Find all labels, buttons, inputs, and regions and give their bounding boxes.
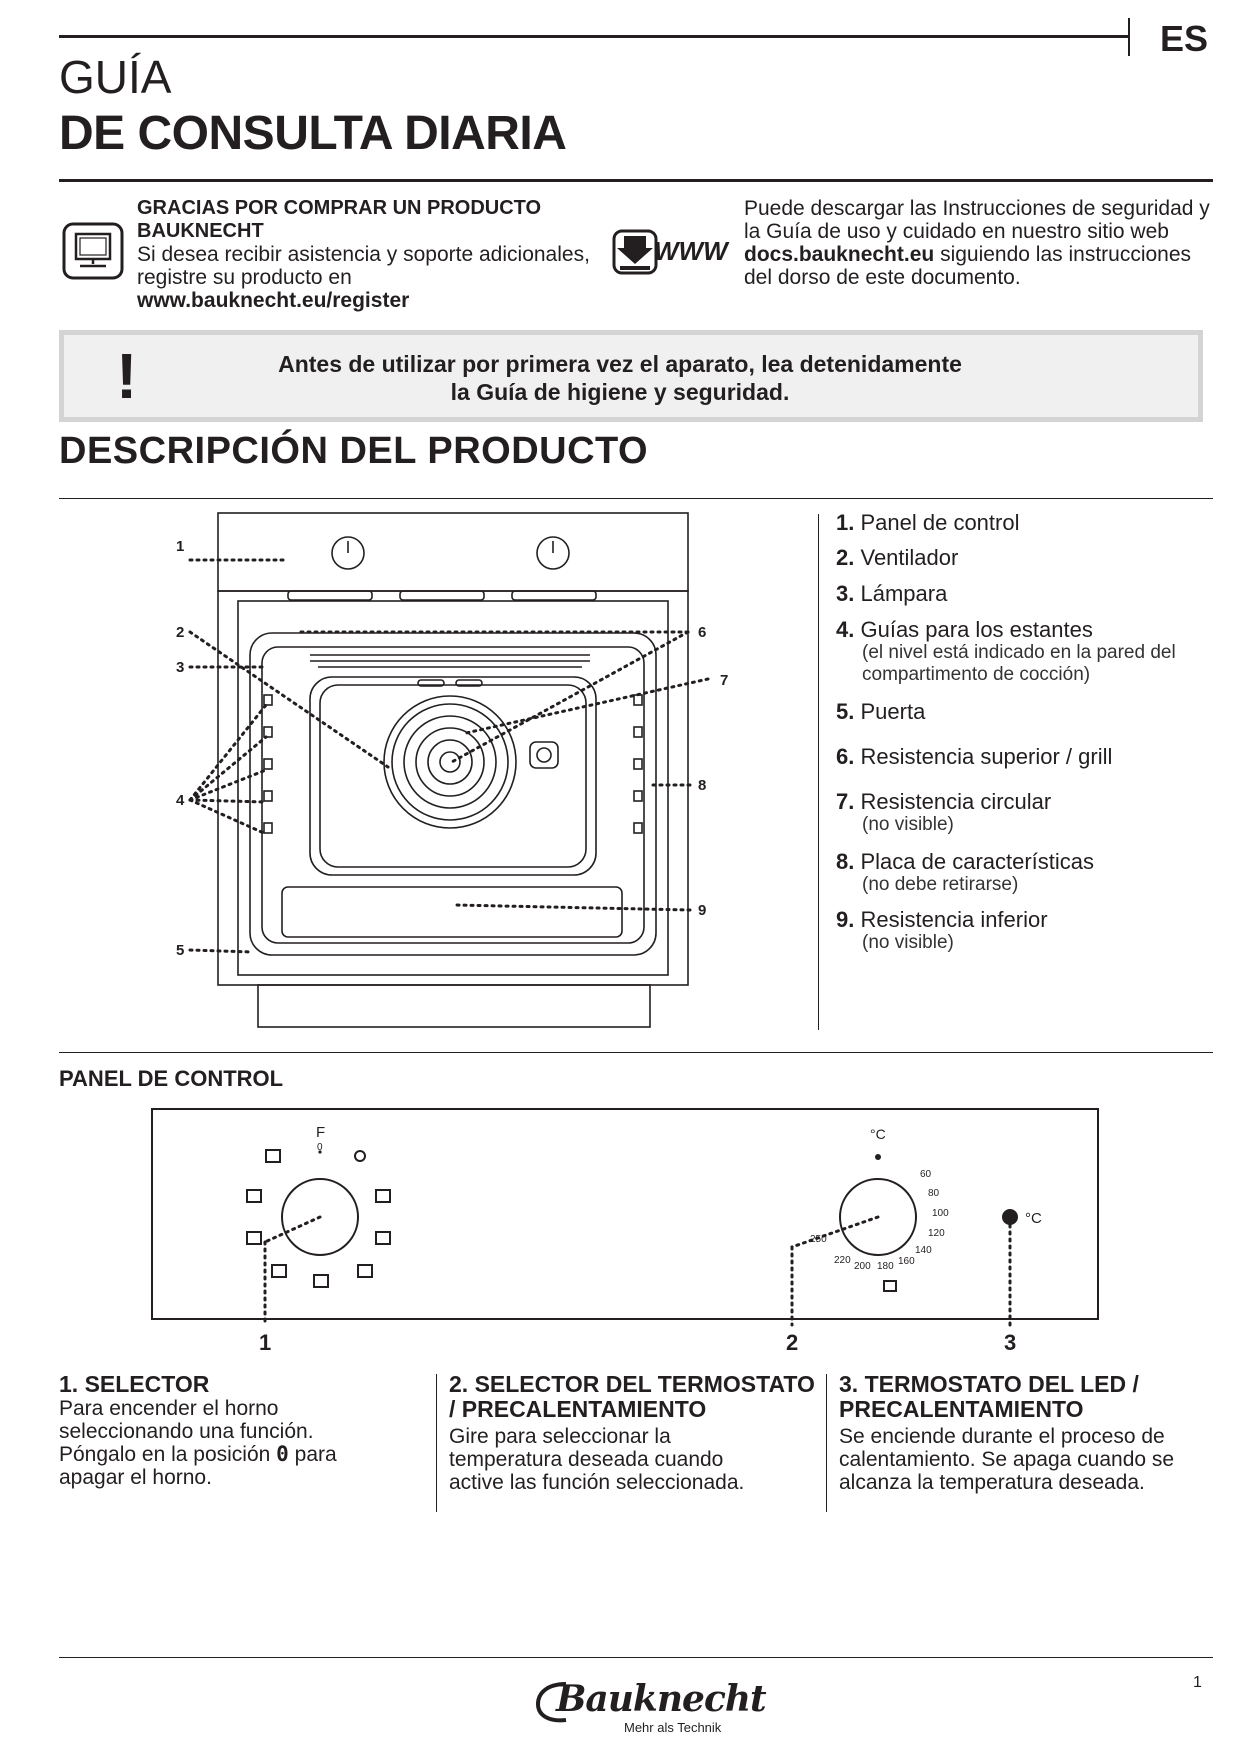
control-panel-diagram <box>150 1107 1100 1362</box>
control-panel-svg <box>150 1107 1100 1357</box>
safety-warning-text <box>240 350 1000 406</box>
safety-warning-line1: Antes de utilizar por primera vez el aparato, lea detenidamente <box>278 351 962 377</box>
led-indicator <box>1002 1209 1018 1225</box>
safety-warning-line2: la Guía de higiene y seguridad. <box>450 379 790 405</box>
exclamation-icon: ! <box>116 340 138 412</box>
legend-item: 5. Puerta <box>836 699 926 724</box>
led-heading: 3. TERMOSTATO DEL LED / PRECALENTAMIENTO <box>839 1371 1139 1422</box>
top-rule <box>59 35 1129 38</box>
register-link[interactable]: www.bauknecht.eu/register <box>137 289 410 312</box>
brand-logo: Bauknecht <box>556 1678 766 1720</box>
legend-item: 2. Ventilador <box>836 545 959 570</box>
temp-120: 120 <box>928 1228 945 1239</box>
temp-220: 220 <box>834 1255 851 1266</box>
legend-item: 1. Panel de control <box>836 510 1020 535</box>
temp-100: 100 <box>932 1208 949 1219</box>
page-number: 1 <box>1193 1674 1202 1691</box>
footer-rule <box>59 1657 1213 1658</box>
callout-5: 5 <box>176 942 185 959</box>
callout-4: 4 <box>176 792 185 809</box>
callout-1: 1 <box>176 538 185 555</box>
selector-body: Para encender el horno seleccionando una función. Póngalo en la posición 0 para apagar el horno. <box>59 1397 337 1489</box>
temp-80: 80 <box>928 1188 940 1199</box>
temp-200: 200 <box>854 1261 871 1272</box>
intro-download-pre: Puede descargar las Instrucciones de seguridad y la Guía de uso y cuidado en nuestro sitio web <box>744 197 1210 243</box>
callout-6: 6 <box>698 624 707 641</box>
computer-monitor-icon <box>62 222 124 285</box>
intro-download <box>744 197 1214 289</box>
intro-register-heading: GRACIAS POR COMPRAR UN PRODUCTO BAUKNECHT <box>137 197 542 242</box>
docs-link[interactable]: docs.bauknecht.eu <box>744 243 935 266</box>
callout-7: 7 <box>720 672 729 689</box>
thermostat-heading: 2. SELECTOR DEL TERMOSTATO / PRECALENTAMIENTO <box>449 1371 815 1422</box>
legend-item: 6. Resistencia superior / grill <box>836 744 1113 769</box>
thermostat-section <box>449 1372 819 1494</box>
brand-tagline: Mehr als Technik <box>624 1720 722 1735</box>
selector-heading: 1. SELECTOR <box>59 1371 210 1397</box>
page-title-line2: DE CONSULTA DIARIA <box>59 107 567 160</box>
control-panel-rule <box>59 1052 1213 1053</box>
intro-register-body: Si desea recibir asistencia y soporte adicionales, registre su producto en <box>137 243 590 289</box>
oven-diagram-svg <box>170 505 750 1035</box>
thermostat-body: Gire para seleccionar la temperatura deseada cuando active las función seleccionada. <box>449 1425 745 1494</box>
column-divider-2 <box>826 1374 827 1512</box>
column-divider-1 <box>436 1374 437 1512</box>
intro-register <box>137 197 597 312</box>
oven-diagram <box>170 505 750 1040</box>
callout-8: 8 <box>698 777 707 794</box>
legend-divider <box>818 514 819 1030</box>
thermostat-unit: °C <box>870 1126 886 1142</box>
legend-item: 4. Guías para los estantes (el nivel está indicado en la pared del compartimento de cocción) <box>836 617 1176 685</box>
temp-140: 140 <box>915 1245 932 1256</box>
panel-callout-1: 1 <box>259 1330 272 1355</box>
selector-zero-mark: 0 <box>317 1142 323 1153</box>
selector-section <box>59 1372 389 1489</box>
led-unit-label: °C <box>1025 1210 1042 1227</box>
led-body: Se enciende durante el proceso de calentamiento. Se apaga cuando se alcanza la temperatura deseada. <box>839 1425 1175 1494</box>
legend-item: 7. Resistencia circular (no visible) <box>836 789 1052 835</box>
top-rule-tick <box>1128 18 1130 56</box>
panel-callout-2: 2 <box>786 1330 799 1355</box>
temp-180: 180 <box>877 1261 894 1272</box>
www-label: WWW <box>654 236 728 266</box>
legend-item: 8. Placa de características (no debe retirarse) <box>836 849 1095 895</box>
title-rule <box>59 179 1213 182</box>
control-panel-heading: PANEL DE CONTROL <box>59 1066 284 1091</box>
legend-item: 3. Lámpara <box>836 581 948 606</box>
legend-item: 9. Resistencia inferior (no visible) <box>836 907 1048 953</box>
intro-download-post: siguiendo las instrucciones del dorso de este documento. <box>744 243 1192 289</box>
temp-250: 250 <box>810 1234 827 1245</box>
temp-60: 60 <box>920 1169 932 1180</box>
product-rule <box>59 498 1213 499</box>
led-section <box>839 1372 1211 1494</box>
temp-160: 160 <box>898 1256 915 1267</box>
page-title-line1: GUÍA <box>59 51 172 103</box>
callout-9: 9 <box>698 902 707 919</box>
panel-callout-3: 3 <box>1004 1330 1017 1355</box>
language-code: ES <box>1160 18 1209 59</box>
selector-top-label: F <box>316 1124 326 1141</box>
callout-2: 2 <box>176 624 185 641</box>
product-description-heading: DESCRIPCIÓN DEL PRODUCTO <box>59 430 649 472</box>
callout-3: 3 <box>176 659 185 676</box>
download-icon <box>612 228 658 281</box>
